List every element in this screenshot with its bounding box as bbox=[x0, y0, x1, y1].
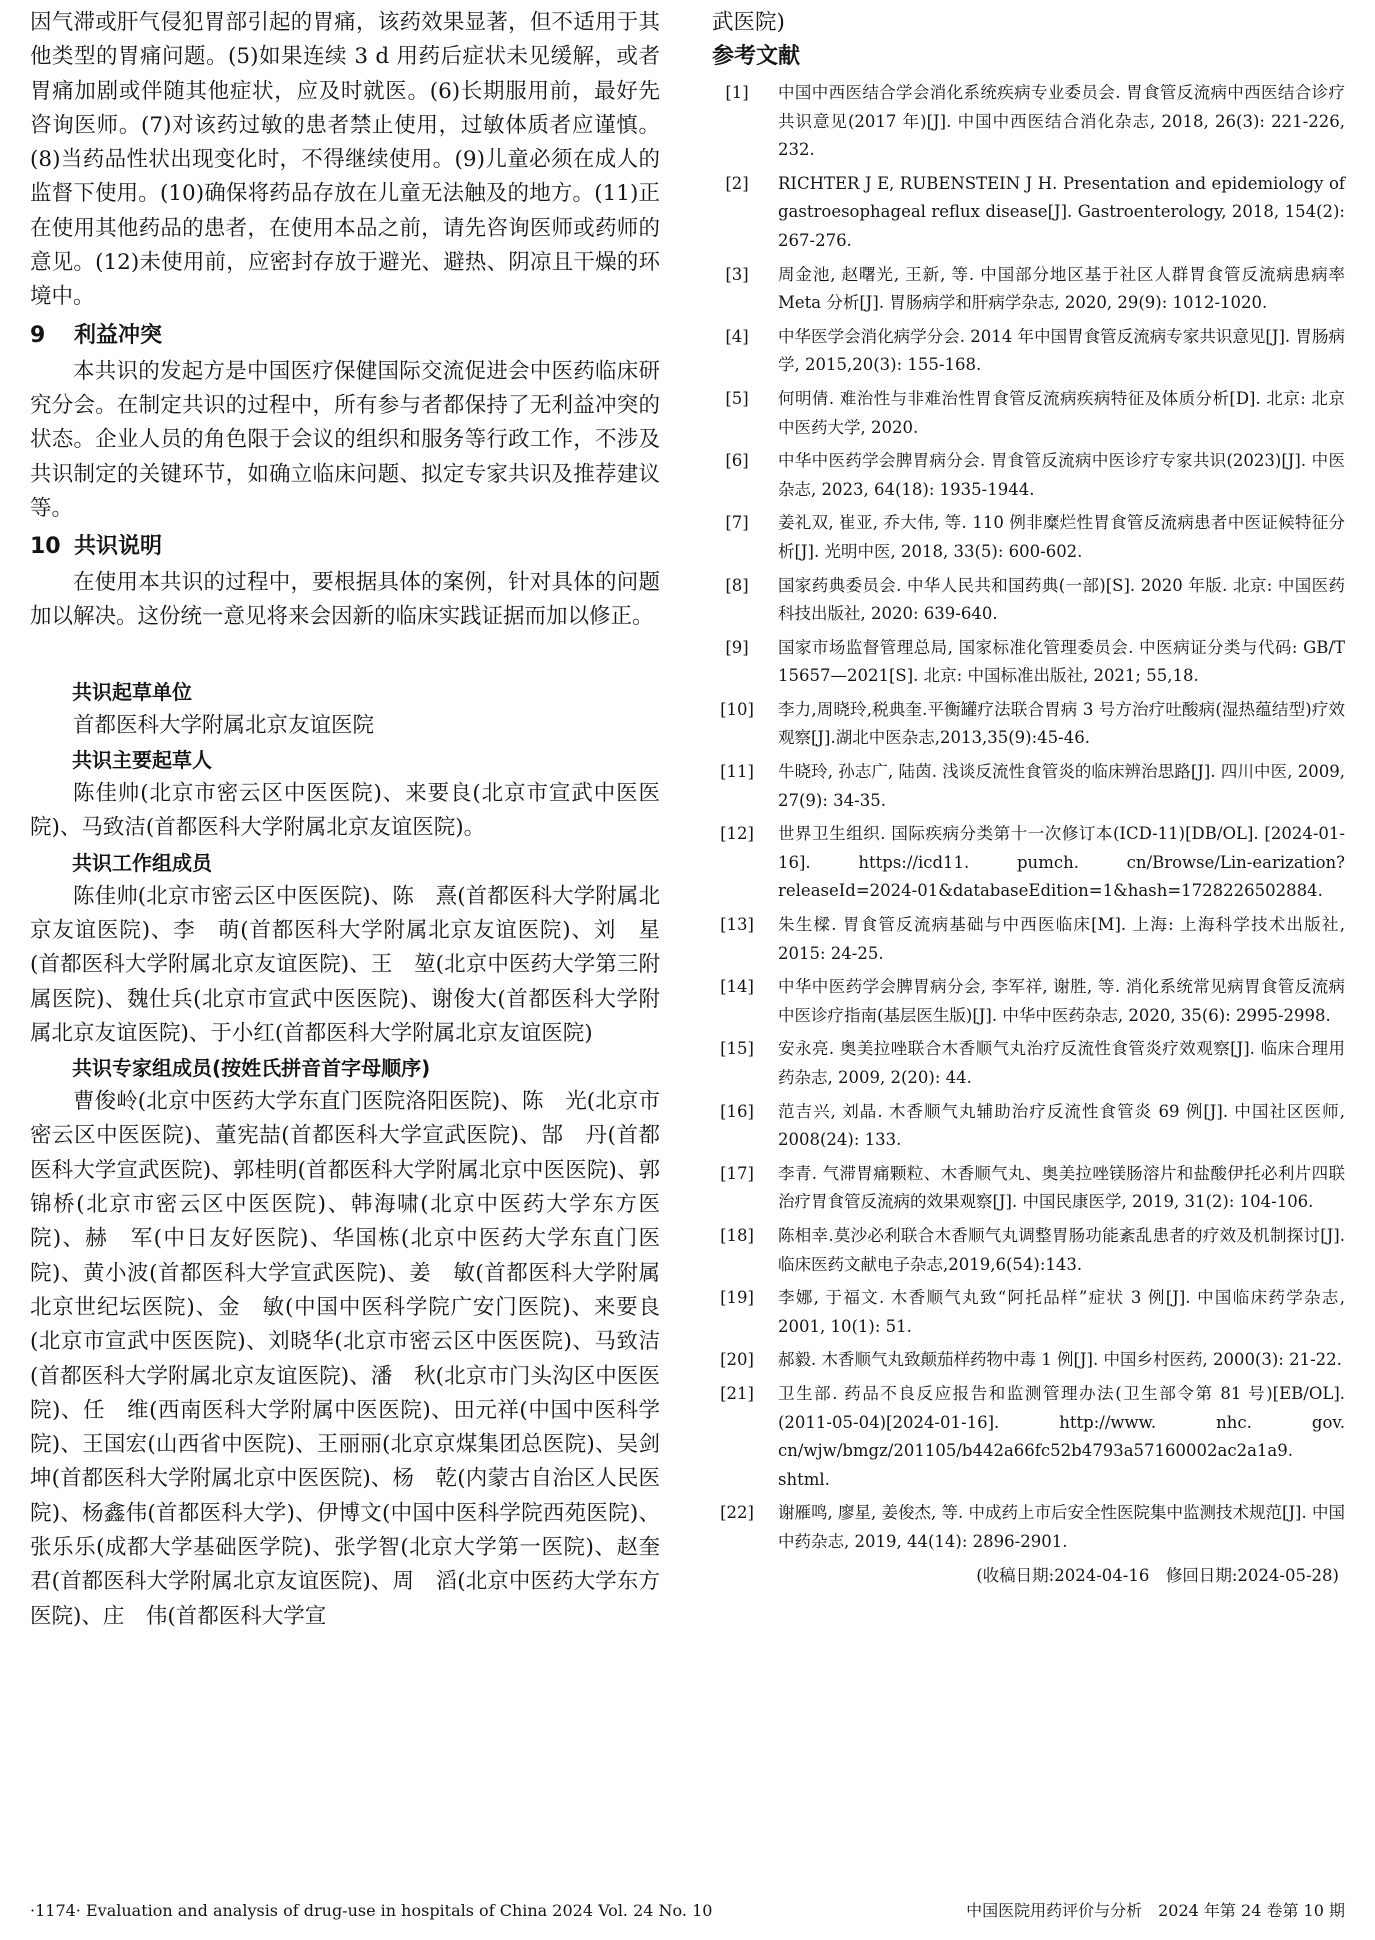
references-heading: 参考文献 bbox=[712, 44, 801, 69]
section-title: 共识说明 bbox=[74, 534, 163, 560]
continued-text: 武医院) bbox=[712, 10, 785, 35]
reference-number: [21] bbox=[720, 1383, 754, 1403]
reference-text: 卫生部. 药品不良反应报告和监测管理办法(卫生部令第 81 号)[EB/OL]. (2011-05-04)[2024-01-16]. http://www. nhc. gov. cn/wjw/bmgz/201105/b442a66fc52b4793a57160002ac2a1a9. shtml. bbox=[778, 1383, 1345, 1489]
section-title: 利益冲突 bbox=[74, 322, 163, 348]
reference-item bbox=[712, 1380, 1345, 1494]
reference-text: 朱生樑. 胃食管反流病基础与中西医临床[M]. 上海: 上海科学技术出版社, 2015: 24-25. bbox=[778, 915, 1345, 963]
reference-list bbox=[712, 79, 1345, 1557]
working-group-text: 陈佳帅(北京市密云区中医医院)、陈 熹(首都医科大学附属北京友谊医院)、李 萌(首都医科大学附属北京友谊医院)、刘 星(首都医科大学附属北京友谊医院)、王 堃(北京中医药大学第三附属医院)、魏仕兵(北京市宣武中医医院)、谢俊大(首都医科大学附属北京友谊医院)、于小红(首都医科大学附属北京友谊医院) bbox=[30, 883, 660, 1046]
expert-group-text: 曹俊岭(北京中医药大学东直门医院洛阳医院)、陈 光(北京市密云区中医医院)、董宪喆(首都医科大学宣武医院)、郜 丹(首都医科大学宣武医院)、郭桂明(首都医科大学附属北京中医医院)、郭锦桥(北京市密云区中医医院)、韩海啸(北京中医药大学东方医院)、赫 军(中日友好医院)、华国栋(北京中医药大学东直门医院)、黄小波(首都医科大学宣武医院)、姜 敏(首都医科大学附属北京世纪坛医院)、金 敏(中国中医科学院广安门医院)、来要良(北京市宣武中医医院)、刘晓华(北京市密云区中医医院)、马致洁(首都医科大学附属北京友谊医院)、潘 秋(北京市门头沟区中医医院)、任 维(西南医科大学附属中医医院)、田元祥(中国中医科学院)、王国宏(山西省中医院)、王丽丽(北京京煤集团总医院)、吴剑坤(首都医科大学附属北京中医医院)、杨 乾(内蒙古自治区人民医院)、杨鑫伟(首都医科大学)、伊博文(中国中医科学院西苑医院)、张乐乐(成都大学基础医学院)、张学智(北京大学第一医院)、赵奎君(首都医科大学附属北京友谊医院)、周 滔(北京中医药大学东方医院)、庄 伟(首都医科大学宣 bbox=[30, 1089, 660, 1629]
reference-text: 中国中西医结合学会消化系统疾病专业委员会. 胃食管反流病中西医结合诊疗共识意见(2017 年)[J]. 中国中西医结合消化杂志, 2018, 26(3): 221-226, 232. bbox=[778, 83, 1345, 160]
reference-text: 李力,周晓玲,税典奎.平衡罐疗法联合胃病 3 号方治疗吐酸病(湿热蕴结型)疗效观察[J].湖北中医杂志,2013,35(9):45-46. bbox=[778, 699, 1345, 748]
reference-number: [11] bbox=[720, 762, 754, 782]
reference-item bbox=[712, 385, 1345, 442]
footer-journal-english: ·1174· Evaluation and analysis of drug-use in hospitals of China 2024 Vol. 24 No. 10 bbox=[30, 1901, 713, 1920]
section-9-text: 本共识的发起方是中国医疗保健国际交流促进会中医药临床研究分会。在制定共识的过程中，所有参与者都保持了无利益冲突的状态。企业人员的角色限于会议的组织和服务等行政工作，不涉及共识制定的关键环节，如确立临床问题、拟定专家共识及推荐建议等。 bbox=[30, 358, 660, 521]
main-drafters-heading: 共识主要起草人 bbox=[72, 748, 212, 773]
page-footer bbox=[0, 1896, 1375, 1926]
reference-text: 中华中医药学会脾胃病分会, 李军祥, 谢胜, 等. 消化系统常见病胃食管反流病中医诊疗指南(基层医生版)[J]. 中华中医药杂志, 2020, 35(6): 2995-2998. bbox=[778, 977, 1345, 1025]
reference-number: [16] bbox=[720, 1101, 754, 1121]
reference-text: 中华医学会消化病学分会. 2014 年中国胃食管反流病专家共识意见[J]. 胃肠病学, 2015,20(3): 155-168. bbox=[778, 326, 1345, 375]
right-column bbox=[712, 6, 1345, 1590]
reference-text: 安永亮. 奥美拉唑联合木香顺气丸治疗反流性食管炎疗效观察[J]. 临床合理用药杂志, 2009, 2(20): 44. bbox=[778, 1039, 1345, 1087]
reference-number: [1] bbox=[725, 83, 749, 102]
expert-group-heading: 共识专家组成员(按姓氏拼音首字母顺序) bbox=[72, 1056, 431, 1081]
reference-number: [4] bbox=[725, 326, 749, 346]
reference-item bbox=[712, 1098, 1345, 1155]
reference-number: [10] bbox=[720, 699, 754, 719]
reference-item bbox=[712, 634, 1345, 691]
reference-text: 周金池, 赵曙光, 王新, 等. 中国部分地区基于社区人群胃食管反流病患病率 Meta 分析[J]. 胃肠病学和肝病学杂志, 2020, 29(9): 1012-1020. bbox=[778, 264, 1345, 313]
reference-number: [5] bbox=[725, 388, 749, 408]
reference-item bbox=[712, 323, 1345, 380]
reference-text: 国家药典委员会. 中华人民共和国药典(一部)[S]. 2020 年版. 北京: 中国医药科技出版社, 2020: 639-640. bbox=[778, 575, 1345, 624]
reference-text: RICHTER J E, RUBENSTEIN J H. Presentation and epidemiology of gastroesophageal reflux disease[J]. Gastroenterology, 2018, 154(2): 267-276. bbox=[778, 173, 1345, 250]
reference-item bbox=[712, 1346, 1345, 1375]
spacer bbox=[30, 635, 660, 675]
section-number: 9 bbox=[30, 322, 46, 348]
reference-text: 中华中医药学会脾胃病分会. 胃食管反流病中医诊疗专家共识(2023)[J]. 中医杂志, 2023, 64(18): 1935-1944. bbox=[778, 451, 1345, 499]
reference-item bbox=[712, 509, 1345, 566]
drafting-unit-heading: 共识起草单位 bbox=[72, 679, 192, 704]
reference-number: [3] bbox=[725, 264, 749, 284]
continued-paragraph: 因气滞或肝气侵犯胃部引起的胃痛，该药效果显著，但不适用于其他类型的胃痛问题。(5)如果连续 3 d 用药后症状未见缓解，或者胃痛加剧或伴随其他症状，应及时就医。(6)长期服用前，最好先咨询医师。(7)对该药过敏的患者禁止使用，过敏体质者应谨慎。(8)当药品性状出现变化时，不得继续使用。(9)儿童必须在成人的监督下使用。(10)确保将药品存放在儿童无法触及的地方。(11)正在使用其他药品的患者，在使用本品之前，请先咨询医师或药师的意见。(12)未使用前，应密封存放于避光、避热、阴凉且干燥的环境中。 bbox=[30, 10, 660, 310]
reference-item bbox=[712, 820, 1345, 906]
reference-number: [14] bbox=[720, 977, 754, 997]
reference-text: 何明倩. 难治性与非难治性胃食管反流病疾病特征及体质分析[D]. 北京: 北京中医药大学, 2020. bbox=[778, 388, 1345, 437]
reference-item bbox=[712, 1222, 1345, 1279]
reference-number: [15] bbox=[720, 1039, 754, 1059]
reference-text: 李娜, 于福文. 木香顺气丸致“阿托品样”症状 3 例[J]. 中国临床药学杂志, 2001, 10(1): 51. bbox=[778, 1288, 1345, 1336]
reference-item bbox=[712, 758, 1345, 815]
drafting-unit-text: 首都医科大学附属北京友谊医院 bbox=[73, 712, 375, 738]
section-10-text: 在使用本共识的过程中，要根据具体的案例，针对具体的问题加以解决。这份统一意见将来会因新的临床实践证据而加以修正。 bbox=[30, 570, 660, 630]
reference-item bbox=[712, 1499, 1345, 1556]
reference-item bbox=[712, 1035, 1345, 1092]
footer-journal-chinese: 中国医院用药评价与分析 2024 年第 24 卷第 10 期 bbox=[966, 1901, 1345, 1920]
reference-number: [12] bbox=[720, 824, 754, 844]
reference-text: 姜礼双, 崔亚, 乔大伟, 等. 110 例非糜烂性胃食管反流病患者中医证候特征分析[J]. 光明中医, 2018, 33(5): 600-602. bbox=[778, 513, 1345, 561]
reference-number: [22] bbox=[720, 1503, 754, 1523]
section-9-heading bbox=[30, 317, 660, 355]
received-revised-dates: (收稿日期:2024-04-16 修回日期:2024-05-28) bbox=[976, 1565, 1339, 1585]
reference-number: [8] bbox=[725, 575, 749, 595]
left-column bbox=[30, 6, 660, 1634]
reference-item bbox=[712, 1160, 1345, 1217]
reference-text: 李青. 气滞胃痛颗粒、木香顺气丸、奥美拉唑镁肠溶片和盐酸伊托必利片四联治疗胃食管反流病的效果观察[J]. 中国民康医学, 2019, 31(2): 104-106. bbox=[778, 1163, 1345, 1212]
section-number: 10 bbox=[30, 534, 61, 560]
reference-text: 郝毅. 木香顺气丸致颠茄样药物中毒 1 例[J]. 中国乡村医药, 2000(3): 21-22. bbox=[778, 1350, 1342, 1370]
reference-item bbox=[712, 170, 1345, 256]
reference-number: [6] bbox=[725, 451, 749, 471]
reference-text: 国家市场监督管理总局, 国家标准化管理委员会. 中医病证分类与代码: GB/T 15657—2021[S]. 北京: 中国标准出版社, 2021; 55,18. bbox=[778, 637, 1345, 686]
reference-item bbox=[712, 79, 1345, 165]
reference-item bbox=[712, 973, 1345, 1030]
reference-number: [18] bbox=[720, 1225, 754, 1245]
reference-text: 牛晓玲, 孙志广, 陆茵. 浅谈反流性食管炎的临床辨治思路[J]. 四川中医, 2009, 27(9): 34-35. bbox=[778, 762, 1345, 810]
reference-item bbox=[712, 572, 1345, 629]
reference-number: [7] bbox=[725, 513, 749, 533]
reference-text: 世界卫生组织. 国际疾病分类第十一次修订本(ICD-11)[DB/OL]. [2024-01-16]. https://icd11. pumch. cn/Browse/Lin-earization?releaseId=2024-01&databaseEdition=1&hash=1728226502884. bbox=[778, 824, 1345, 901]
reference-number: [20] bbox=[720, 1350, 754, 1370]
section-10-heading bbox=[30, 528, 660, 566]
reference-text: 谢雁鸣, 廖星, 姜俊杰, 等. 中成药上市后安全性医院集中监测技术规范[J]. 中国中药杂志, 2019, 44(14): 2896-2901. bbox=[778, 1503, 1345, 1551]
reference-number: [9] bbox=[725, 637, 749, 657]
reference-number: [17] bbox=[720, 1163, 754, 1183]
reference-item bbox=[712, 261, 1345, 318]
main-drafters-text: 陈佳帅(北京市密云区中医医院)、来要良(北京市宣武中医医院)、马致洁(首都医科大学附属北京友谊医院)。 bbox=[30, 781, 660, 841]
reference-number: [19] bbox=[720, 1288, 754, 1308]
reference-text: 范吉兴, 刘晶. 木香顺气丸辅助治疗反流性食管炎 69 例[J]. 中国社区医师, 2008(24): 133. bbox=[778, 1101, 1345, 1150]
reference-number: [13] bbox=[720, 915, 754, 935]
reference-text: 陈相幸.莫沙必利联合木香顺气丸调整胃肠功能紊乱患者的疗效及机制探讨[J].临床医药文献电子杂志,2019,6(54):143. bbox=[778, 1225, 1345, 1274]
reference-item bbox=[712, 911, 1345, 968]
reference-item bbox=[712, 696, 1345, 753]
reference-item bbox=[712, 447, 1345, 504]
reference-number: [2] bbox=[725, 173, 749, 193]
working-group-heading: 共识工作组成员 bbox=[72, 850, 212, 875]
reference-item bbox=[712, 1284, 1345, 1341]
